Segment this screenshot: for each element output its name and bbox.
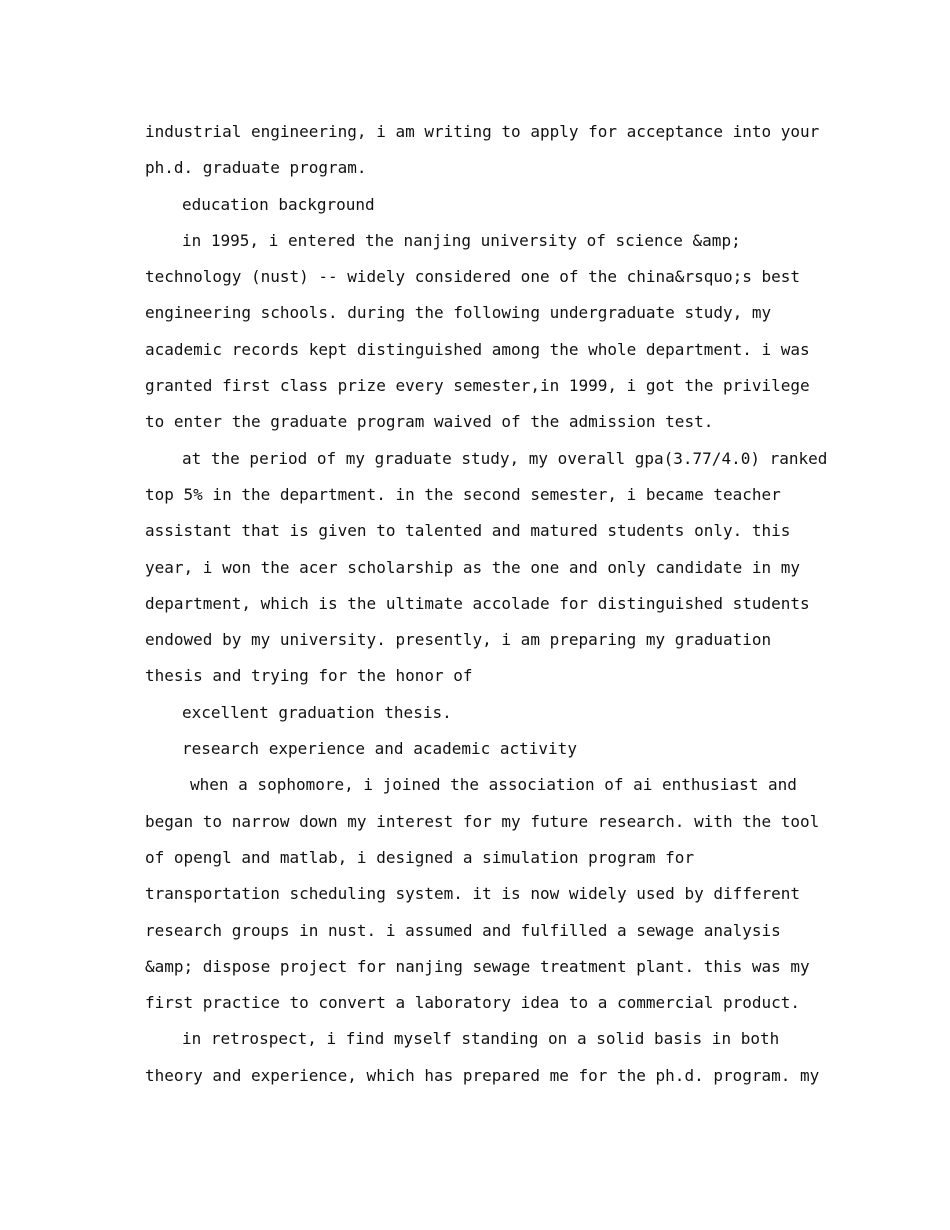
text-line: to enter the graduate program waived of the admission test. (145, 412, 714, 432)
text-line: granted first class prize every semester,in 1999, i got the privilege (145, 376, 810, 396)
text-line: of opengl and matlab, i designed a simulation program for (145, 847, 695, 867)
text-line: endowed by my university. presently, i am preparing my graduation (145, 630, 772, 650)
document-body (145, 114, 828, 1094)
section-heading: education background (182, 194, 375, 214)
section-heading: research experience and academic activity (182, 739, 577, 759)
text-line: thesis and trying for the honor of (145, 666, 473, 686)
text-line: in 1995, i entered the nanjing university of science &amp; (182, 230, 741, 250)
text-line: ph.d. graduate program. (145, 158, 367, 178)
text-line: began to narrow down my interest for my future research. with the tool (145, 811, 820, 831)
text-line: excellent graduation thesis. (182, 702, 452, 722)
text-line: first practice to convert a laboratory idea to a commercial product. (145, 993, 801, 1013)
text-line: industrial engineering, i am writing to apply for acceptance into your (145, 122, 820, 141)
text-line: engineering schools. during the following undergraduate study, my (145, 303, 772, 323)
text-line: in retrospect, i find myself standing on a solid basis in both (182, 1029, 780, 1049)
text-line: technology (nust) -- widely considered one of the china&rsquo;s best (145, 267, 801, 287)
text-line: department, which is the ultimate accolade for distinguished students (145, 593, 810, 613)
text-line: &amp; dispose project for nanjing sewage treatment plant. this was my (145, 956, 810, 976)
text-line: research groups in nust. i assumed and fulfilled a sewage analysis (145, 920, 781, 940)
text-line: at the period of my graduate study, my overall gpa(3.77/4.0) ranked (182, 448, 828, 468)
text-line: when a sophomore, i joined the association of ai enthusiast and (190, 775, 797, 795)
text-line: assistant that is given to talented and matured students only. this (145, 521, 791, 541)
text-line: year, i won the acer scholarship as the one and only candidate in my (145, 557, 801, 577)
text-line: theory and experience, which has prepared me for the ph.d. program. my (145, 1065, 820, 1085)
text-line: top 5% in the department. in the second semester, i became teacher (145, 484, 781, 504)
text-line: transportation scheduling system. it is now widely used by different (145, 884, 801, 904)
text-line: academic records kept distinguished among the whole department. i was (145, 339, 810, 359)
